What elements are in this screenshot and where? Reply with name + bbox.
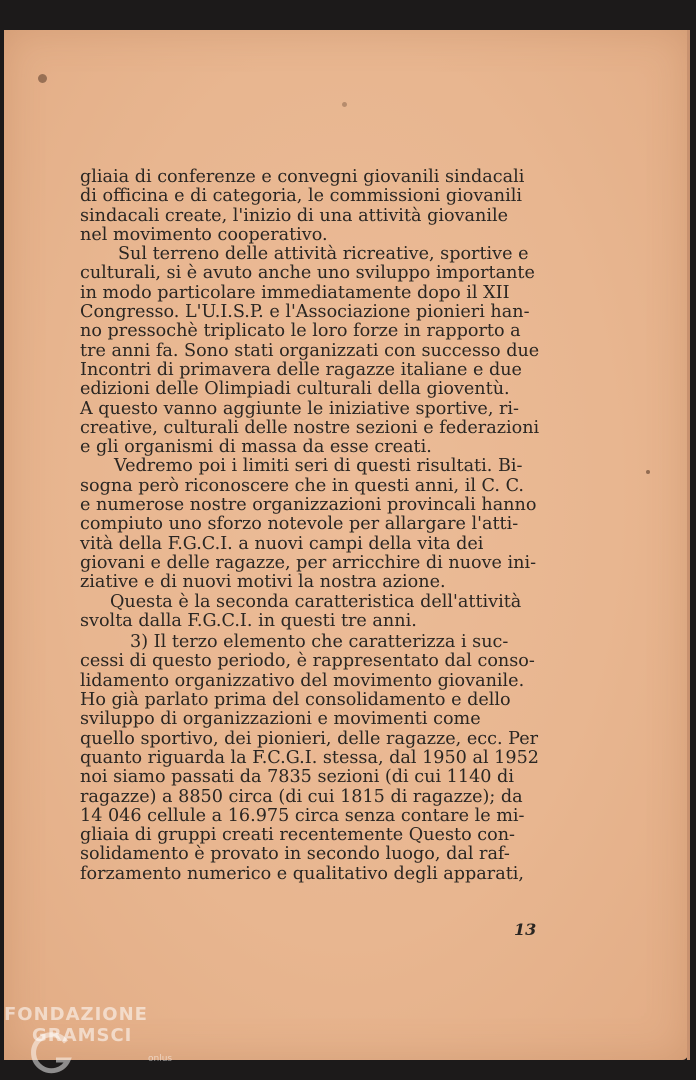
text-line: nel movimento cooperativo. (80, 224, 328, 245)
watermark-line1: FONDAZIONE (4, 1004, 148, 1025)
paragraph-3 (80, 457, 560, 592)
text-line: cessi di questo periodo, è rappresentato dal conso- (80, 651, 535, 672)
text-line: vità della F.G.C.I. a nuovi campi della vita dei (80, 533, 484, 554)
text-line: sogna però riconoscere che in questi anni, il C. C. (80, 475, 525, 496)
watermark-onlus: onlus (148, 1054, 173, 1064)
text-line: ragazze) a 8850 circa (di cui 1815 di ragazze); da (80, 786, 523, 807)
text-line: tre anni fa. Sono stati organizzati con successo due (80, 340, 540, 361)
text-line: gliaia di gruppi creati recentemente Questo con- (80, 825, 515, 846)
text-line: gliaia di conferenze e convegni giovanili sindacali (80, 167, 525, 187)
text-line: creative, culturali delle nostre sezioni e federazioni (80, 417, 540, 438)
text-line: noi siamo passati da 7835 sezioni (di cui 1140 di (80, 767, 514, 788)
text-line: A questo vanno aggiunte le iniziative sportive, ri- (80, 398, 519, 419)
watermark (4, 1004, 173, 1064)
watermark-line2: GRAMSCI (32, 1025, 133, 1046)
text-line: e numerose nostre organizzazioni provincali hanno (80, 495, 537, 516)
paper-speck (646, 470, 650, 474)
text-line: quanto riguarda la F.C.G.I. stessa, dal 1950 al 1952 (80, 747, 539, 768)
text-line: forzamento numerico e qualitativo degli apparati, (80, 863, 524, 884)
text-line: Questa è la seconda caratteristica dell'attività (110, 591, 522, 612)
text-line: compiuto uno sforzo notevole per allargare l'atti- (80, 514, 519, 535)
paragraph-5 (80, 633, 560, 884)
text-line: quello sportivo, dei pionieri, delle ragazze, ecc. Per (80, 728, 539, 749)
body-text (80, 168, 560, 884)
page-number: 13 (514, 920, 537, 939)
text-line: solidamento è provato in secondo luogo, dal raf- (80, 844, 510, 865)
text-line: 14 046 cellule a 16.975 circa senza contare le mi- (80, 805, 525, 826)
paragraph-1 (80, 168, 560, 245)
gramsci-logo-icon (28, 1020, 76, 1080)
text-line: sindacali create, l'inizio di una attività giovanile (80, 205, 508, 226)
text-line: no pressochè triplicato le loro forze in rapporto a (80, 321, 521, 342)
text-line: Vedremo poi i limiti seri di questi risultati. Bi- (114, 456, 523, 477)
paper-speck (342, 102, 347, 107)
text-line: sviluppo di organizzazioni e movimenti come (80, 709, 481, 730)
paragraph-4 (80, 593, 560, 632)
text-line: Ho già parlato prima del consolidamento e dello (80, 690, 511, 711)
text-line: 3) Il terzo elemento che caratterizza i suc- (130, 632, 509, 653)
text-line: di officina e di categoria, le commissioni giovanili (80, 186, 522, 207)
paragraph-2 (80, 245, 560, 457)
text-line: giovani e delle ragazze, per arricchire di nuove ini- (80, 552, 537, 573)
text-line: edizioni delle Olimpiadi culturali della gioventù. (80, 379, 510, 400)
text-line: svolta dalla F.G.C.I. in questi tre anni. (80, 610, 417, 631)
text-line: culturali, si è avuto anche uno sviluppo importante (80, 263, 535, 284)
text-line: Congresso. L'U.I.S.P. e l'Associazione pionieri han- (80, 302, 530, 323)
text-line: ziative e di nuovi motivi la nostra azione. (80, 572, 446, 593)
page-edge (687, 30, 690, 1060)
text-line: in modo particolare immediatamente dopo il XII (80, 282, 510, 303)
text-line: Incontri di primavera delle ragazze italiane e due (80, 359, 522, 380)
paper-speck (38, 74, 47, 83)
text-line: Sul terreno delle attività ricreative, sportive e (118, 244, 529, 265)
text-line: lidamento organizzativo del movimento giovanile. (80, 670, 525, 691)
text-line: e gli organismi di massa da esse creati. (80, 437, 432, 458)
